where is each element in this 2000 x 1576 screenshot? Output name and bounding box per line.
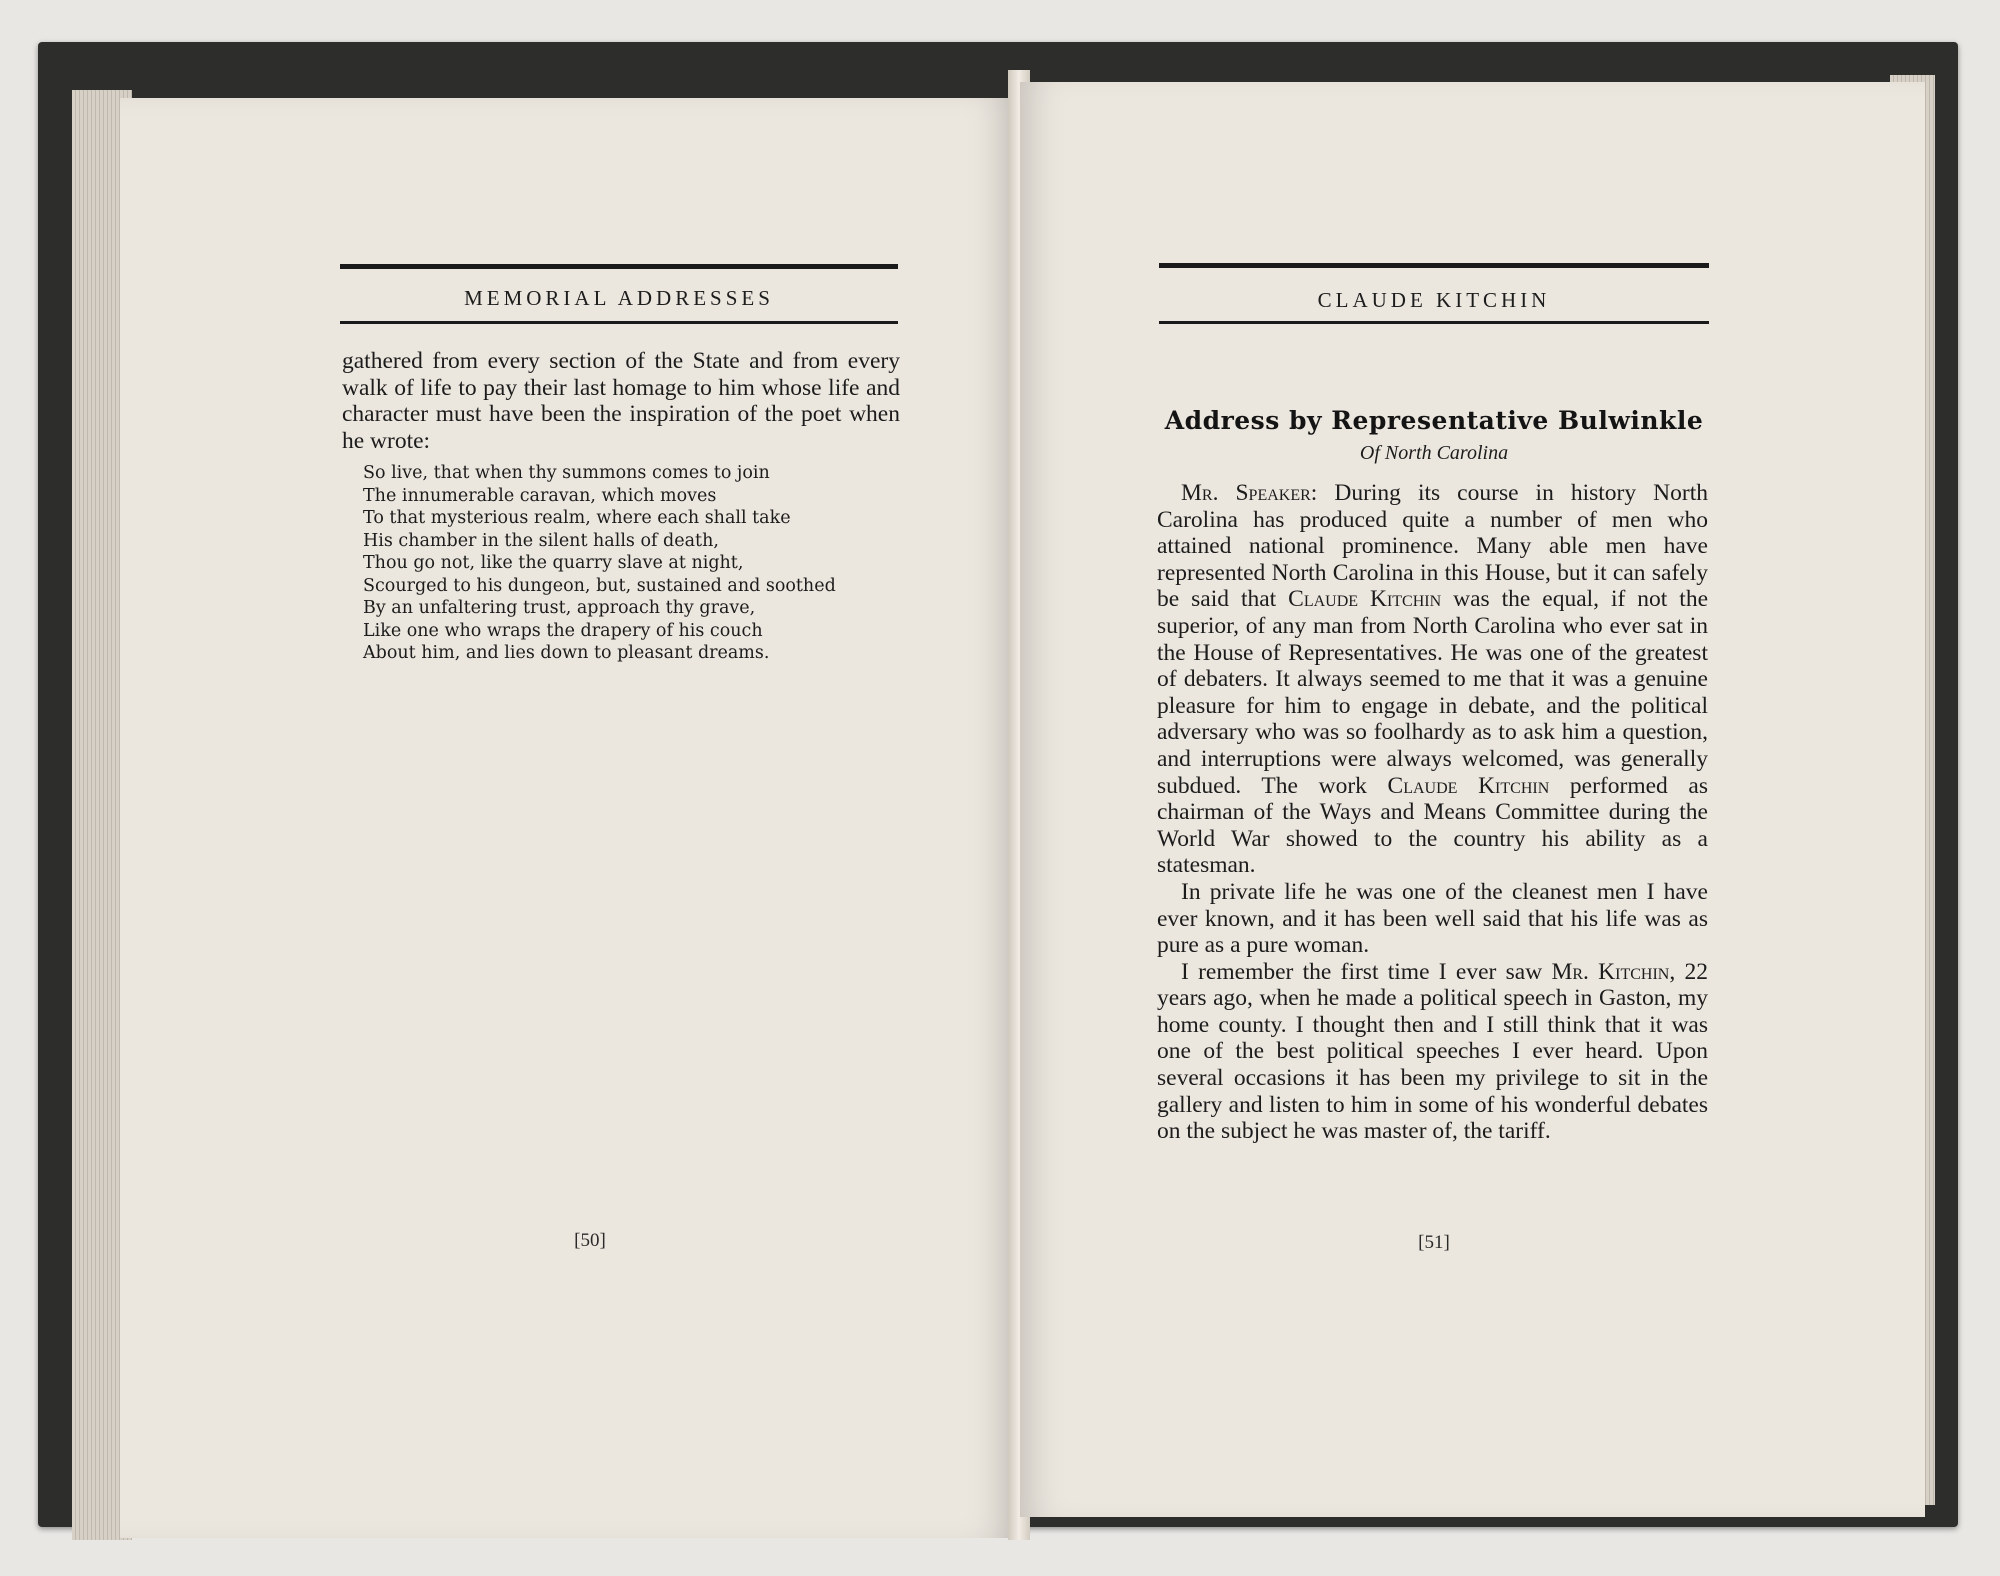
poem-line: The innumerable caravan, which moves	[363, 485, 717, 506]
paragraph-text: gathered from every section of the State and from every walk of life to pay their last homage to him whose life and character must have been the inspiration of the poet when he wrote:	[342, 348, 900, 454]
paragraph-3	[1157, 959, 1708, 1145]
person-name: Claude Kitchin	[1288, 586, 1442, 613]
paragraph-text: performed as chairman of the Ways and Means Committee during the World War showed to the country his ability as a statesman.	[1157, 772, 1708, 879]
poem-line: Scourged to his dungeon, but, sustained and soothed	[363, 575, 836, 596]
left-paragraph	[342, 348, 900, 454]
poem-line: To that mysterious realm, where each shall take	[363, 508, 791, 528]
page-number-right: [51]	[1418, 1232, 1450, 1253]
header-rule-bottom	[340, 321, 898, 324]
speaker-salutation: Mr. Speaker:	[1181, 480, 1318, 506]
person-name: Claude Kitchin	[1387, 772, 1550, 799]
header-rule-top	[340, 264, 898, 269]
address-subtitle: Of North Carolina	[1359, 442, 1509, 464]
paragraph-1	[1157, 480, 1708, 879]
page-number-left: [50]	[574, 1230, 606, 1251]
poem-line: By an unfaltering trust, approach thy grave,	[363, 598, 756, 618]
poem-line: About him, and lies down to pleasant dreams.	[363, 643, 770, 663]
paragraph-text: I remember the first time I ever saw	[1181, 958, 1552, 985]
header-rule-bottom	[1159, 321, 1709, 324]
paragraph-2: In private life he was one of the cleanest men I have ever known, and it has been well said that his life was as pure as a pure woman.	[1157, 878, 1708, 959]
poem-line: His chamber in the silent halls of death,	[363, 530, 719, 551]
address-body	[1157, 480, 1708, 1145]
paragraph-text: was the equal, if not the superior, of any man from North Carolina who ever sat in the House of Representatives. He was one of the greatest of debaters. It always seemed to me that it was a genuine pleasure for him to engage in debate, and the political adversary who was so foolhardy as to ask him a question, and interruptions were always welcomed, was generally subdued. The work	[1157, 586, 1708, 799]
header-rule-top	[1159, 263, 1709, 268]
poem-line: Like one who wraps the drapery of his couch	[363, 620, 763, 641]
poem-line: So live, that when thy summons comes to join	[363, 463, 770, 483]
poem-line: Thou go not, like the quarry slave at night,	[363, 553, 744, 573]
running-head-left: MEMORIAL ADDRESSES	[464, 286, 774, 310]
poem	[363, 462, 883, 665]
paragraph-text: 22 years ago, when he made a political speech in Gaston, my home county. I thought then and I still think that it was one of the best political speeches I ever heard. Upon several occasions it has been my privilege to sit in the gallery and listen to him in some of his wonderful debates on the subject he was master of, the tariff.	[1157, 958, 1709, 1145]
paragraph-text: During its course in history North Carolina has produced quite a number of men who attained national prominence. Many able men have represented North Carolina in this House, but it can safely be said that	[1157, 480, 1708, 613]
right-page	[1020, 82, 1925, 1517]
left-page	[120, 98, 1015, 1538]
running-head-right: CLAUDE KITCHIN	[1317, 288, 1551, 312]
address-title: Address by Representative Bulwinkle	[1164, 406, 1704, 435]
person-name: Mr. Kitchin,	[1551, 958, 1676, 985]
